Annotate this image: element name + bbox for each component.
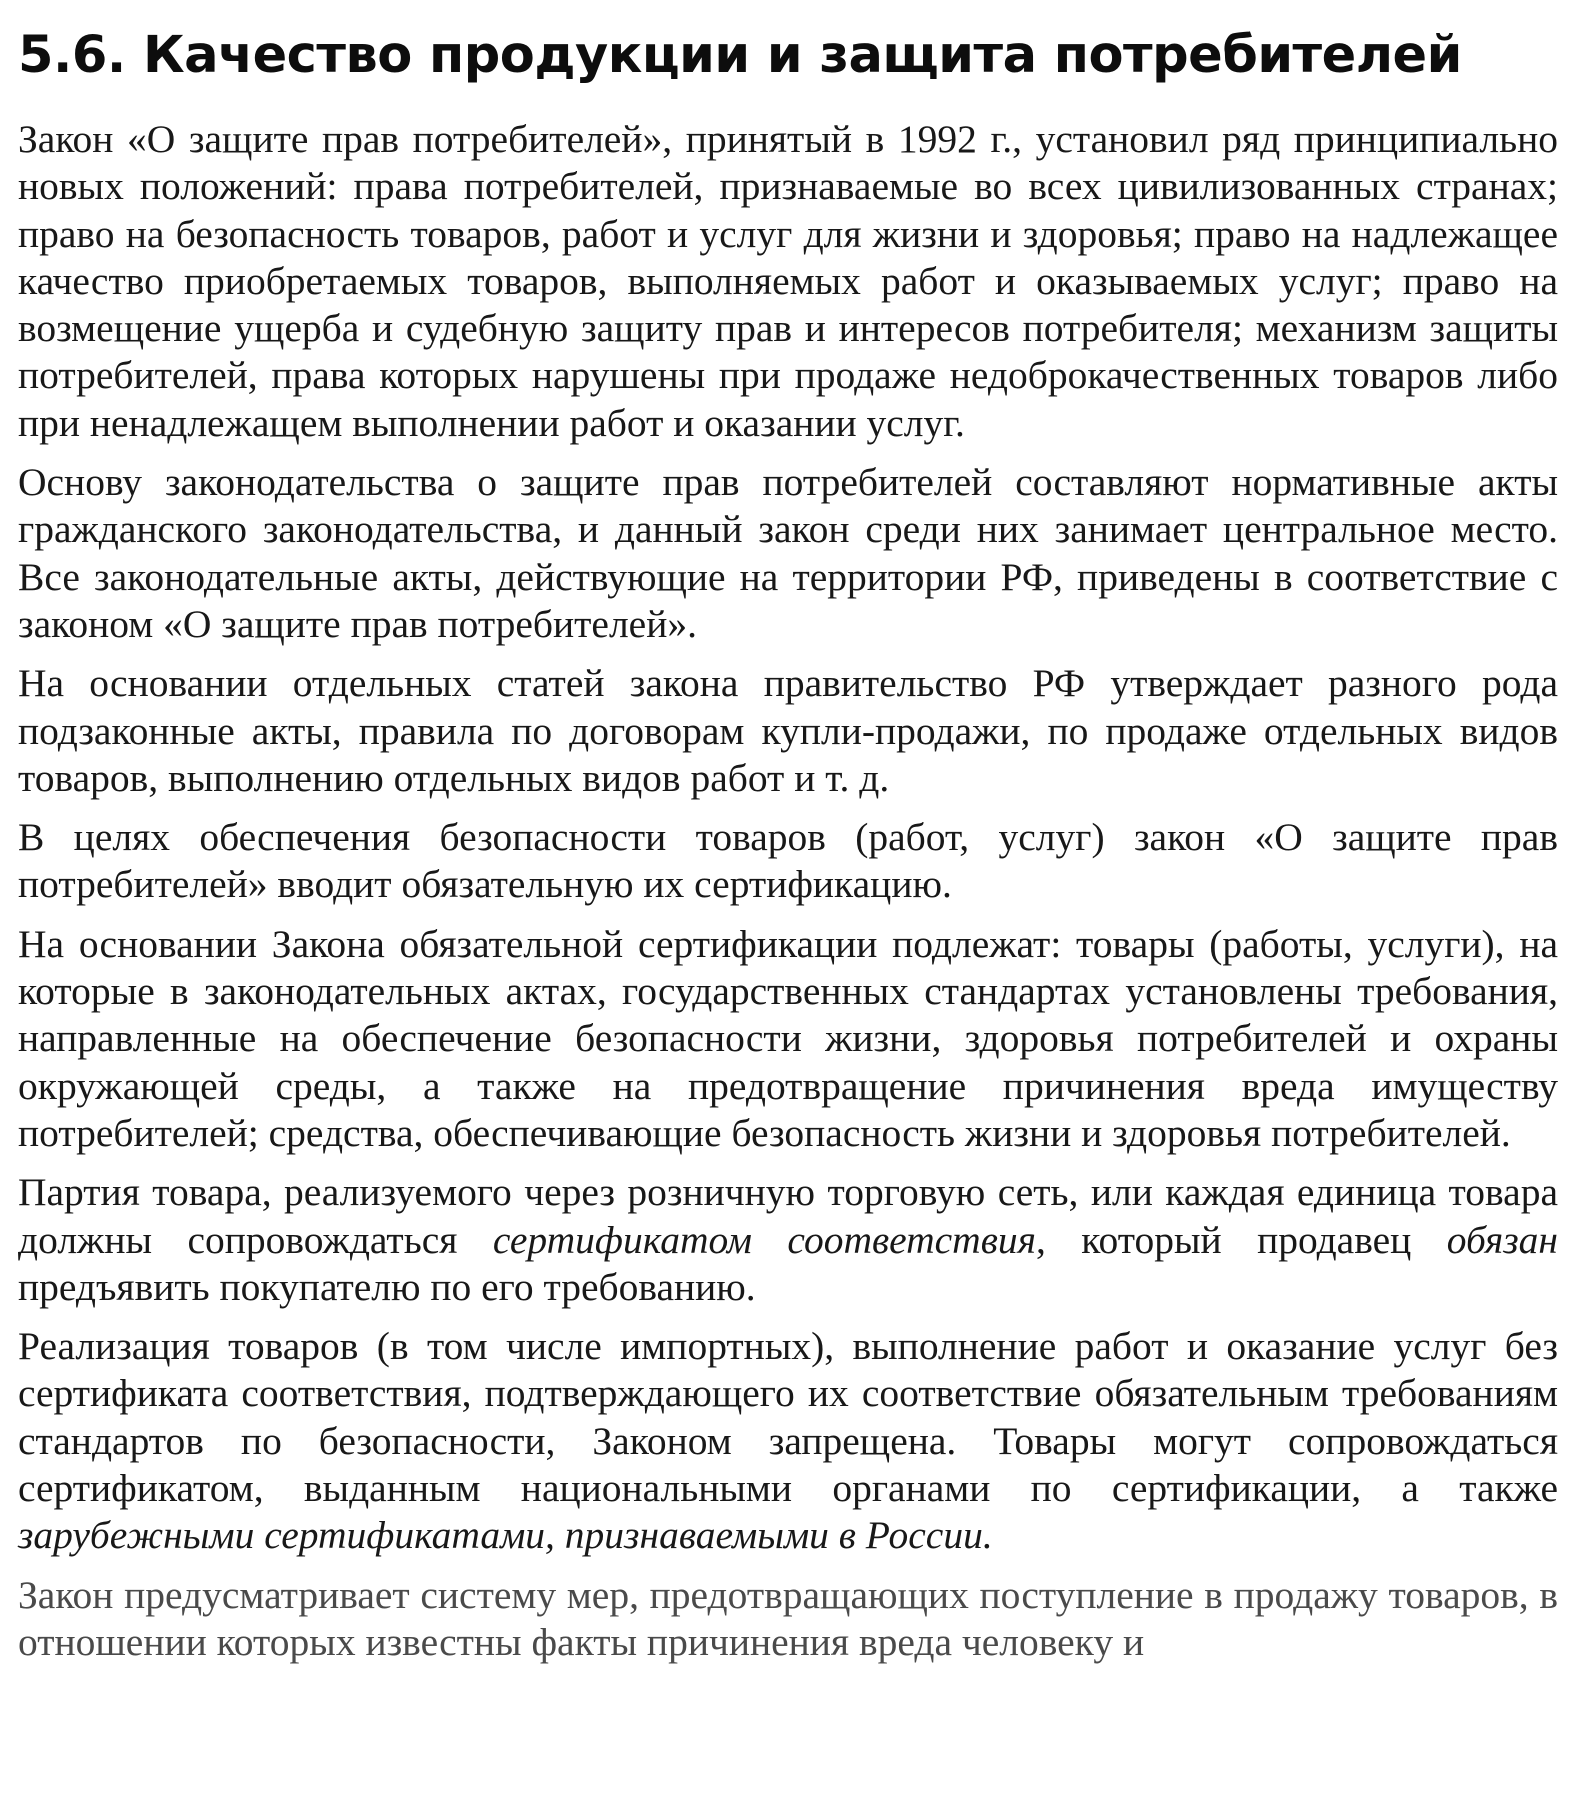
text-fragment: предъявить покупателю по его требованию. [18, 1264, 756, 1309]
text-fragment: , который продавец [1035, 1217, 1447, 1262]
emphasis-obliged: обязан [1446, 1217, 1558, 1262]
text-fragment: Партия товара, реализуемого через розничную торговую сеть, или каждая единица товара должны сопровождаться [18, 1170, 1558, 1262]
paragraph-preventive-measures: Закон предусматривает систему мер, предотвращающих поступление в продажу товаров, в отношении которых известны факты причинения вреда человеку и [18, 1572, 1558, 1664]
paragraph-certification-intro: В целях обеспечения безопасности товаров (работ, услуг) закон «О защите прав потребителей» вводит обязательную их сертификацию. [18, 815, 1558, 907]
section-title: 5.6. Качество продукции и защита потребителей [18, 26, 1462, 85]
paragraph-legislation-basis: Основу законодательства о защите прав потребителей составляют нормативные акты гражданского законодательства, и данный закон среди них занимает центральное место. Все законодательные акты, действующие на территории РФ, приведены в соответствие с законом «О защите прав потребителей». [18, 460, 1558, 646]
book-page [18, 18, 1558, 1666]
paragraph-certificate-of-conformity [18, 1169, 1558, 1311]
emphasis-foreign-certificates: зарубежными сертификатами, признаваемыми в России. [18, 1513, 993, 1558]
paragraph-government-acts: На основании отдельных статей закона правительство РФ утверждает разного рода подзаконные акты, правила по договорам купли-продажи, по продаже отдельных видов товаров, выполнению отдельных видов работ и т. д. [18, 661, 1558, 800]
paragraph-mandatory-certification: На основании Закона обязательной сертификации подлежат: товары (работы, услуги), на которые в законодательных актах, государственных стандартах установлены требования, направленные на обеспечение безопасности жизни, здоровья потребителей и охраны окружающей среды, а также на предотвращение причинения вреда имуществу потребителей; средства, обеспечивающие безопасность жизни и здоровья потребителей. [18, 921, 1558, 1155]
paragraph-law-overview: Закон «О защите прав потребителей», принятый в 1992 г., установил ряд принципиально новых положений: права потребителей, признаваемые во всех цивилизованных странах; право на безопасность товаров, работ и услуг для жизни и здоровья; право на надлежащее качество приобретаемых товаров, выполняемых работ и оказываемых услуг; право на возмещение ущерба и судебную защиту прав и интересов потребителя; механизм защиты потребителей, права которых нарушены при продаже недоброкачественных товаров либо при ненадлежащем выполнении работ и оказании услуг. [18, 117, 1558, 445]
emphasis-certificate-of-conformity: сертификатом соответствия [492, 1217, 1036, 1262]
text-fragment: Реализация товаров (в том числе импортных), выполнение работ и оказание услуг без сертификата соответствия, подтверждающего их соответствие обязательным требованиям стандартов по безопасности, Законом запрещена. Товары могут сопровождаться сертификатом, выданным национальными органами по сертификации, а также [18, 1324, 1558, 1511]
paragraph-sale-without-certificate [18, 1323, 1558, 1559]
